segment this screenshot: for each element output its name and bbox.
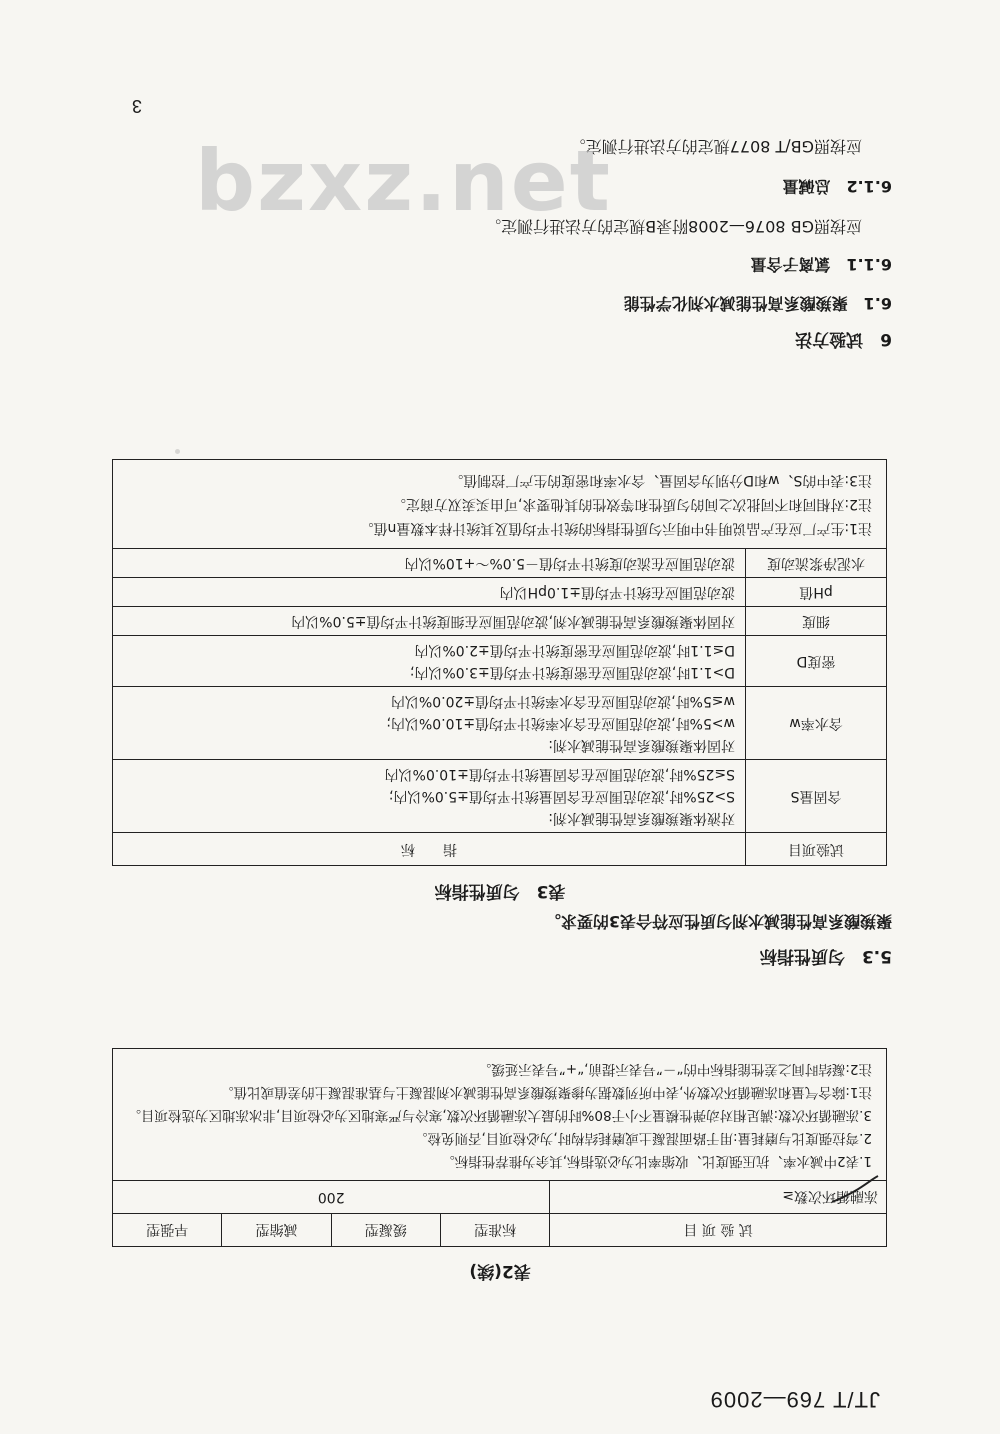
table3-item: 含水率w (746, 687, 887, 760)
table2-header-item: 试 验 项 目 (550, 1214, 887, 1247)
pen-mark (828, 1172, 880, 1206)
scan-speck (175, 449, 180, 454)
table-row (113, 760, 887, 833)
table-row (113, 687, 887, 760)
table-row (113, 1181, 887, 1214)
table3-indicator (113, 549, 746, 578)
table3-item: 细度 (746, 607, 887, 636)
indicator-line: 波动范围应在统计平均值±1.0pH以内 (499, 584, 735, 600)
table2-note: 注2:凝结时间之差性能指标中的“－”号表示提前,“+”号表示延缓。 (477, 1061, 872, 1077)
scan-speck (834, 1088, 840, 1094)
table2-note: 1.表2中减水率、抗压强度比、收缩率比为必选指标,其余为推荐性指标。 (441, 1153, 872, 1169)
section-6-heading: 6 试验方法 (795, 329, 892, 349)
section-6-1-1-heading: 6.1.1 氯离子含量 (750, 255, 892, 274)
section-6-1-2-text: 应按照GB/T 8077规定的方法进行测定。 (569, 137, 862, 156)
table2-note: 3.冻融循环次数:满足相对动弹性模量不小于80%时的最大冻融循环次数,寒冷与严寒地区为必检项目,非冰冻地区为选检项目。 (127, 1107, 872, 1123)
table3-indicator (113, 607, 746, 636)
table2-row-value: 200 (113, 1181, 550, 1214)
indicator-line: w>5%时,波动范围应在含水率统计平均值±10.0%以内; (386, 715, 735, 731)
table2-notes (113, 1049, 887, 1181)
indicator-line: 波动范围应在流动度统计平均值－5.0%～+10%以内 (404, 555, 735, 571)
indicator-line: S≤25%时,波动范围应在含固量统计平均值±10.0%以内 (384, 766, 735, 782)
table3-indicator (113, 578, 746, 607)
table3-header-item: 试验项目 (746, 833, 887, 866)
table2-header-retarding: 缓凝型 (331, 1214, 440, 1247)
indicator-line: D>1.1时,波动范围应在密度统计平均值±3.0%以内; (409, 664, 735, 680)
table3-notes (113, 460, 887, 549)
table3-header-indicator: 指 标 (113, 833, 746, 866)
section-6-1-2-heading: 6.1.2 总碱量 (782, 177, 892, 196)
indicator-line: 对固体聚羧酸系高性能减水剂,波动范围应在细度统计平均值±5.0%以内 (291, 613, 735, 629)
section-5-3-intro: 聚羧酸系高性能减水剂匀质性应符合表3的要求。 (544, 912, 892, 931)
table3-indicator (113, 760, 746, 833)
table2-row-label: 冻融循环次数≥ (550, 1181, 887, 1214)
table2-header-row (113, 1214, 887, 1247)
table2-note: 注1:除含气量和冻融循环次数外,表中所列数据为掺聚羧酸系高性能减水剂混凝土与基准混凝土的差值或比值。 (220, 1084, 872, 1100)
table3-header-row (113, 833, 887, 866)
table2-notes-row (113, 1049, 887, 1181)
table-row (113, 607, 887, 636)
standard-code: JT/T 769—2009 (709, 1387, 880, 1412)
table-row (113, 578, 887, 607)
table3-note: 注2:对相同和不同批次之间的匀质性和等效性的其他要求,可由买卖双方商定。 (391, 496, 872, 512)
indicator-line: w≤5%时,波动范围应在含水率统计平均值±20.0%以内 (390, 693, 735, 709)
table3-item: 水泥净浆流动度 (746, 549, 887, 578)
table3-indicator (113, 636, 746, 687)
indicator-line: 对固体聚羧酸系高性能减水剂: (548, 737, 735, 753)
table2-header-early: 早强型 (113, 1214, 222, 1247)
table3 (112, 459, 887, 866)
table3-notes-row (113, 460, 887, 549)
table2 (112, 1048, 887, 1247)
page-number: 3 (131, 96, 142, 116)
table3-item: 密度D (746, 636, 887, 687)
table-row (113, 636, 887, 687)
section-6-1-1-text: 应按照GB 8076—2008附录B规定的方法进行测定。 (485, 217, 862, 236)
table2-title: 表2(续) (469, 1261, 531, 1281)
indicator-line: S>25%时,波动范围应在含固量统计平均值±5.0%以内; (388, 788, 735, 804)
table3-title: 表3 匀质性指标 (434, 881, 566, 901)
table2-note: 2.弯拉强度比与磨耗量:用于路面混凝土或磨耗结构时,为必检项目,否则免检。 (413, 1130, 872, 1146)
indicator-line: 对液体聚羧酸系高性能减水剂: (548, 810, 735, 826)
indicator-line: D≤1.1时,波动范围应在密度统计平均值±2.0%以内 (414, 642, 735, 658)
table3-item: pH值 (746, 578, 887, 607)
table2-header-standard: 标准型 (441, 1214, 550, 1247)
table3-indicator (113, 687, 746, 760)
table3-note: 注3:表中的S、w和D分别为含固量、含水率和密度的生产厂控制值。 (449, 472, 872, 488)
section-5-3-heading: 5.3 匀质性指标 (759, 946, 892, 966)
table-row (113, 549, 887, 578)
table3-note: 注1:生产厂应在产品说明书中明示匀质性指标的统计平均值及其统计样本数量n值。 (359, 520, 872, 536)
table2-header-shrinkage: 减缩型 (222, 1214, 331, 1247)
section-6-1-heading: 6.1 聚羧酸系高性能减水剂化学性能 (623, 294, 892, 313)
watermark-text: bzxz.net (195, 132, 612, 230)
table3-item: 含固量S (746, 760, 887, 833)
